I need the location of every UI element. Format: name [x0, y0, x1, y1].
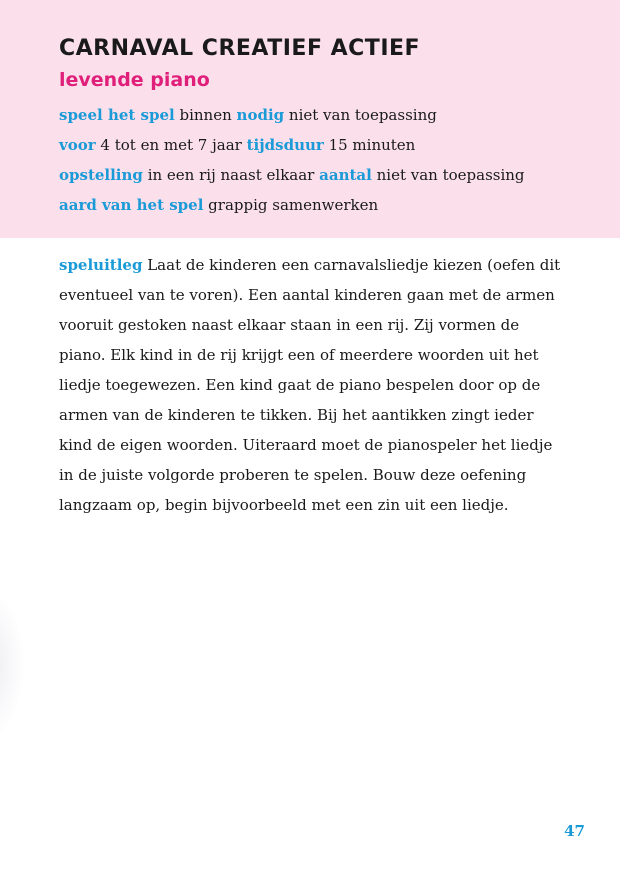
value-tijdsduur: 15 minuten	[328, 136, 416, 154]
value-voor: 4 tot en met 7 jaar	[100, 136, 242, 154]
label-tijdsduur: tijdsduur	[246, 136, 324, 154]
info-row-formation	[59, 160, 525, 190]
game-explanation	[59, 250, 564, 520]
game-info	[59, 100, 525, 220]
label-opstelling: opstelling	[59, 166, 143, 184]
label-aard-van-het-spel: aard van het spel	[59, 196, 204, 214]
explanation-text: Laat de kinderen een carnavalsliedje kiezen (oefen dit eventueel van te voren). Een aantal kinderen gaan met de armen vooruit gestoken naast elkaar staan in een rij. Zij vormen de piano. Elk kind in de rij krijgt een of meerdere woorden uit het liedje toegewezen. Een kind gaat de piano bespelen door op de armen van de kinderen te tikken. Bij het aantikken zingt ieder kind de eigen woorden. Uiteraard moet de pianospeler het liedje in de juiste volgorde proberen te spelen. Bouw deze oefening langzaam op, begin bijvoorbeeld met een zin uit een liedje.	[59, 256, 561, 514]
info-row-type	[59, 190, 525, 220]
info-row-setting	[59, 100, 525, 130]
value-aantal: niet van toepassing	[376, 166, 525, 184]
label-speel-het-spel: speel het spel	[59, 106, 175, 124]
page-title: CARNAVAL CREATIEF ACTIEF	[59, 36, 421, 61]
value-opstelling: in een rij naast elkaar	[147, 166, 315, 184]
info-row-age	[59, 130, 525, 160]
value-nodig: niet van toepassing	[288, 106, 437, 124]
value-aard-van-het-spel: grappig samenwerken	[208, 196, 379, 214]
label-voor: voor	[59, 136, 96, 154]
label-nodig: nodig	[236, 106, 285, 124]
label-speluitleg: speluitleg	[59, 256, 143, 274]
game-title: levende piano	[59, 69, 210, 91]
value-speel-het-spel: binnen	[179, 106, 232, 124]
page-edge-shadow	[0, 590, 24, 740]
label-aantal: aantal	[319, 166, 372, 184]
page-number: 47	[564, 822, 585, 840]
